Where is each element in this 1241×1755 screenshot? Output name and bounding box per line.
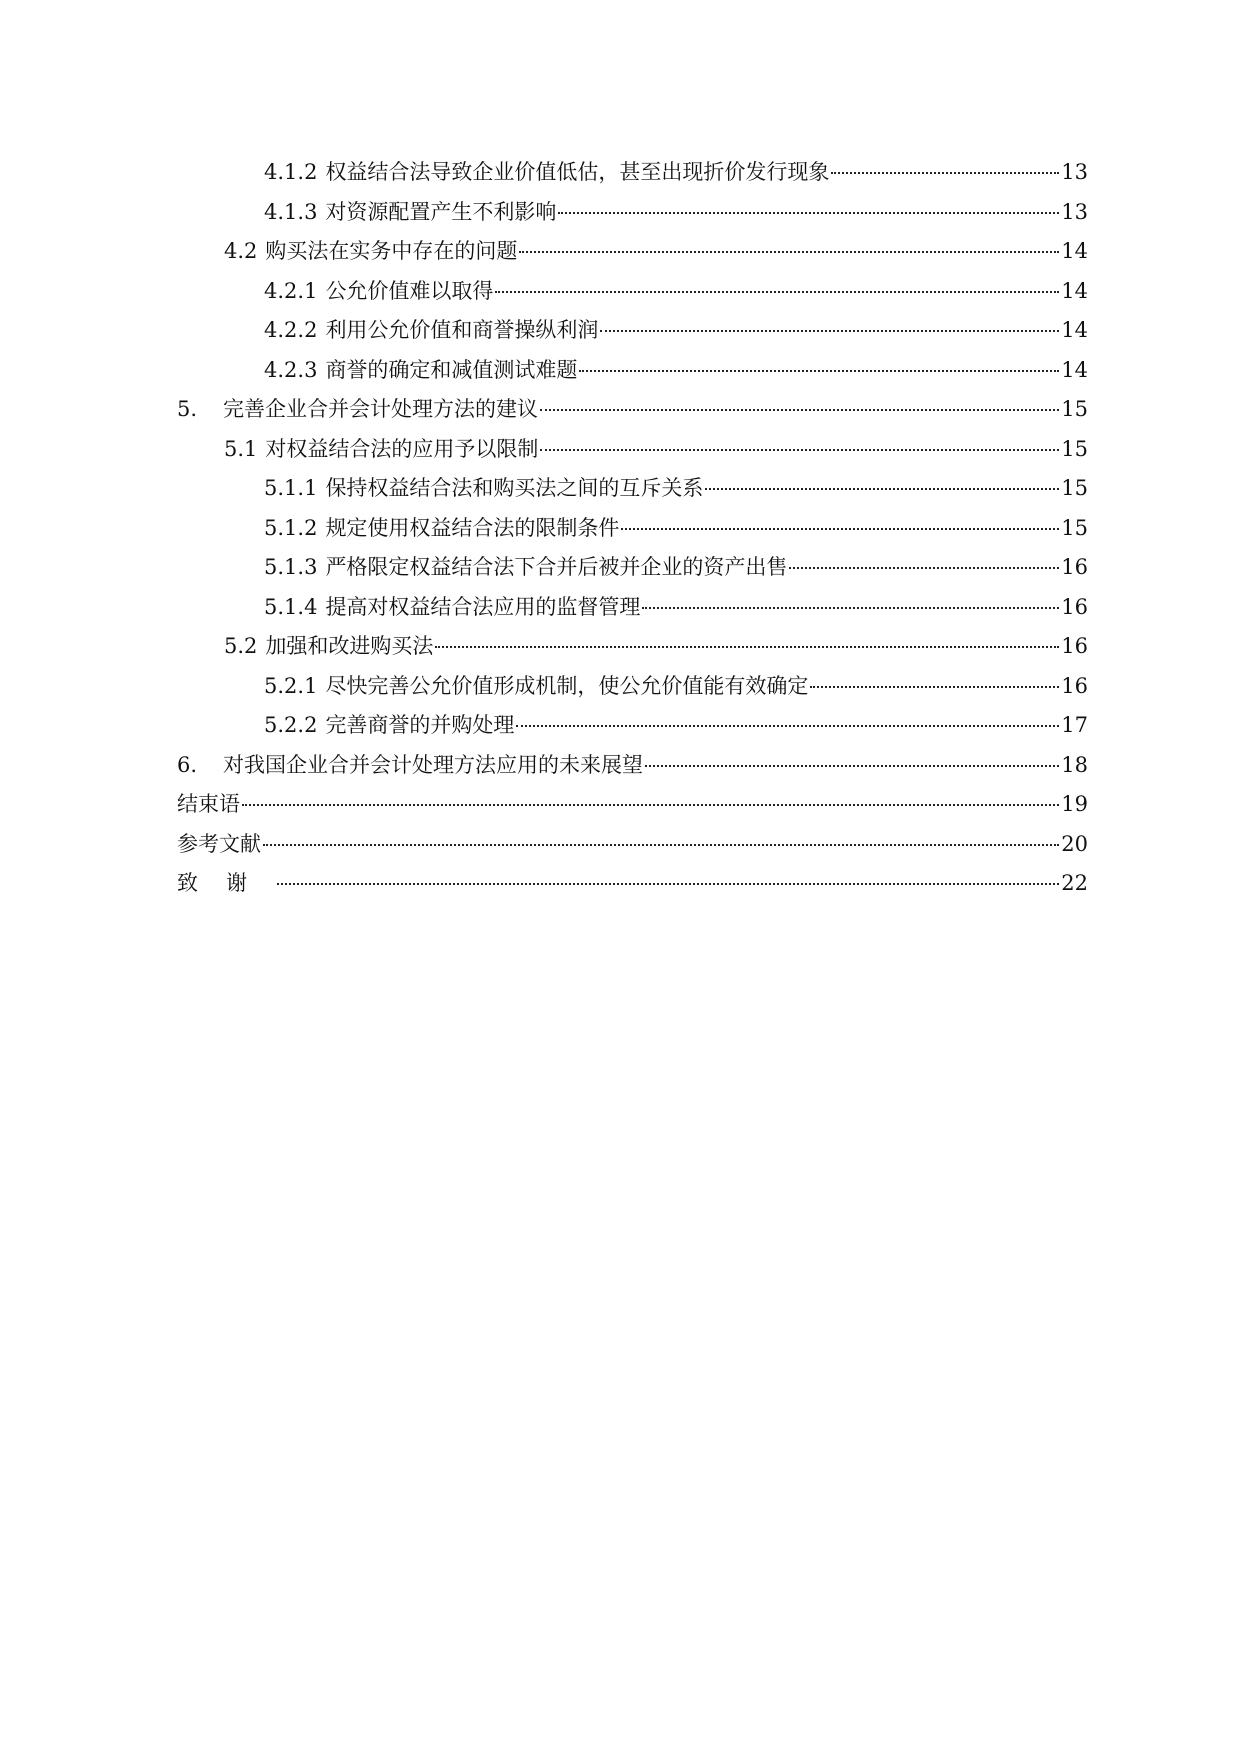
toc-entry-number: 5.1.4: [264, 594, 318, 619]
table-of-contents: [177, 153, 1088, 904]
toc-entry-number: 5.1.2: [264, 515, 318, 540]
toc-entry-5-2-1[interactable]: [177, 667, 1088, 707]
toc-entry-page: 22: [1061, 871, 1088, 895]
toc-entry-title: 结束语: [177, 792, 240, 816]
dot-leader: [621, 527, 1059, 530]
dot-leader: [263, 843, 1059, 846]
toc-entry-title: 尽快完善公允价值形成机制，使公允价值能有效确定: [325, 673, 809, 698]
toc-entry-title: 参考文献: [177, 831, 261, 856]
toc-entry-5-1-2[interactable]: [177, 509, 1088, 549]
toc-entry-page: 15: [1061, 436, 1088, 461]
toc-entry-page: 16: [1061, 634, 1088, 658]
dot-leader: [642, 606, 1059, 609]
toc-entry-page: 14: [1061, 239, 1088, 263]
toc-entry-number: 4.2.2: [264, 318, 318, 342]
toc-entry-page: 14: [1061, 357, 1088, 382]
toc-entry-page: 18: [1061, 752, 1088, 777]
dot-leader: [705, 487, 1059, 490]
toc-entry-title: 保持权益结合法和购买法之间的互斥关系: [325, 476, 704, 500]
toc-entry-5-1[interactable]: [177, 430, 1088, 470]
toc-entry-title: 权益结合法导致企业价值低估，甚至出现折价发行现象: [325, 160, 830, 184]
dot-leader: [600, 329, 1059, 332]
toc-entry-title: 提高对权益结合法应用的监督管理: [325, 594, 641, 619]
toc-entry-number: 4.2.3: [264, 357, 318, 382]
toc-entry-title: 致谢: [177, 871, 275, 895]
toc-entry-title: 对资源配置产生不利影响: [325, 199, 557, 224]
toc-entry-title: 公允价值难以取得: [325, 278, 494, 303]
dot-leader: [516, 724, 1059, 727]
toc-entry-number: 4.1.3: [264, 199, 318, 224]
toc-entry-title: 对权益结合法的应用予以限制: [265, 436, 539, 461]
toc-entry-number: 4.2.1: [264, 278, 318, 303]
dot-leader: [645, 764, 1059, 767]
toc-entry-page: 16: [1061, 673, 1088, 698]
toc-entry-number: 6.: [177, 752, 198, 777]
toc-entry-page: 20: [1061, 831, 1088, 856]
toc-entry-page: 19: [1061, 792, 1088, 816]
dot-leader: [831, 171, 1059, 174]
toc-entry-number: 4.1.2: [264, 160, 318, 184]
toc-entry-5-1-1[interactable]: [177, 469, 1088, 509]
toc-entry-number: 4.2: [224, 239, 258, 263]
toc-entry-number: 5.: [177, 397, 198, 421]
toc-entry-references[interactable]: [177, 825, 1088, 865]
dot-leader: [558, 211, 1059, 214]
toc-entry-conclusion[interactable]: [177, 785, 1088, 825]
toc-entry-title: 加强和改进购买法: [265, 634, 434, 658]
toc-entry-4-1-2[interactable]: [177, 153, 1088, 193]
toc-entry-page: 15: [1061, 515, 1088, 540]
dot-leader: [277, 882, 1059, 885]
toc-entry-title: 完善商誉的并购处理: [325, 713, 515, 737]
dot-leader: [435, 645, 1059, 648]
toc-entry-page: 16: [1061, 555, 1088, 579]
toc-entry-title: 对我国企业合并会计处理方法应用的未来展望: [223, 752, 644, 777]
toc-entry-title: 规定使用权益结合法的限制条件: [325, 515, 620, 540]
toc-entry-page: 13: [1061, 160, 1088, 184]
toc-entry-title: 利用公允价值和商誉操纵利润: [325, 318, 599, 342]
toc-entry-4-2-3[interactable]: [177, 351, 1088, 391]
toc-entry-5-1-4[interactable]: [177, 588, 1088, 628]
dot-leader: [579, 369, 1059, 372]
toc-entry-page: 17: [1061, 713, 1088, 737]
toc-entry-page: 14: [1061, 278, 1088, 303]
dot-leader: [242, 803, 1059, 806]
toc-entry-acknowledgements[interactable]: [177, 864, 1088, 904]
toc-entry-6[interactable]: [177, 746, 1088, 786]
dot-leader: [540, 448, 1059, 451]
toc-entry-4-1-3[interactable]: [177, 193, 1088, 233]
toc-entry-5-2[interactable]: [177, 627, 1088, 667]
toc-entry-page: 13: [1061, 199, 1088, 224]
toc-entry-number: 5.2.2: [264, 713, 318, 737]
dot-leader: [540, 408, 1059, 411]
toc-entry-number: 5.1.3: [264, 555, 318, 579]
toc-entry-title: 完善企业合并会计处理方法的建议: [223, 397, 539, 421]
toc-entry-5-1-3[interactable]: [177, 548, 1088, 588]
toc-entry-5-2-2[interactable]: [177, 706, 1088, 746]
toc-entry-4-2-1[interactable]: [177, 272, 1088, 312]
toc-entry-title: 商誉的确定和减值测试难题: [325, 357, 578, 382]
toc-entry-number: 5.1.1: [264, 476, 318, 500]
toc-entry-page: 15: [1061, 476, 1088, 500]
toc-entry-number: 5.2: [224, 634, 258, 658]
toc-entry-title: 严格限定权益结合法下合并后被并企业的资产出售: [325, 555, 788, 579]
dot-leader: [495, 290, 1059, 293]
toc-entry-4-2[interactable]: [177, 232, 1088, 272]
toc-entry-page: 16: [1061, 594, 1088, 619]
toc-entry-number: 5.1: [224, 436, 258, 461]
toc-entry-5[interactable]: [177, 390, 1088, 430]
toc-entry-page: 14: [1061, 318, 1088, 342]
toc-entry-page: 15: [1061, 397, 1088, 421]
dot-leader: [810, 685, 1059, 688]
dot-leader: [789, 566, 1059, 569]
toc-entry-4-2-2[interactable]: [177, 311, 1088, 351]
toc-entry-title: 购买法在实务中存在的问题: [265, 239, 518, 263]
dot-leader: [519, 250, 1059, 253]
toc-entry-number: 5.2.1: [264, 673, 318, 698]
